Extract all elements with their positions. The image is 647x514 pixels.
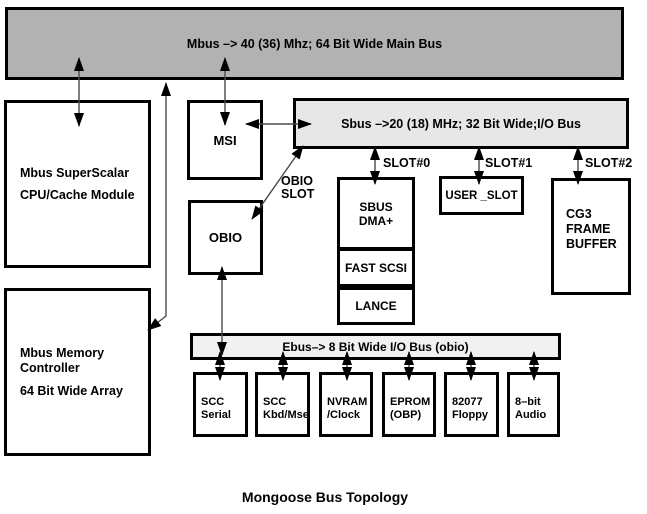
cpu-cache-module-box [4,100,151,268]
mbus-bus-label: Mbus –> 40 (36) Mhz; 64 Bit Wide Main Bus [186,36,443,51]
cpu-label-line1: Mbus SuperScalar [20,166,130,180]
sbus-bus-label: Sbus –>20 (18) MHz; 32 Bit Wide;I/O Bus [341,116,581,131]
ebus-bus-bar [190,333,561,360]
slot0-label: SLOT#0 [383,156,431,170]
obio-slot-label: OBIO SLOT [281,174,315,201]
msi-box [187,100,263,180]
scc-serial-box: SCC Serial [193,372,248,437]
cpu-label-line2: CPU/Cache Module [20,188,135,202]
memory-controller-box [4,288,151,456]
fast-scsi-box: FAST SCSI [337,248,415,287]
eprom-obp-box: EPROM (OBP) [382,372,436,437]
sbus-bus-bar [293,98,629,149]
msi-label: MSI [213,132,237,148]
memory-label-line2: Controller [20,360,80,375]
mbus-main-bus-bar [5,7,624,80]
scc-kbd-mse-box: SCC Kbd/Mse [255,372,310,437]
obio-label: OBIO [208,230,243,245]
obio-box [188,200,263,275]
memory-label-line3: 64 Bit Wide Array [20,383,123,398]
slot1-label: SLOT#1 [485,156,533,170]
diagram-title: Mongoose Bus Topology [241,489,409,505]
sbus-dma-box: SBUS DMA+ [337,177,415,250]
memory-label-line1: Mbus Memory [20,345,105,360]
floppy-82077-box: 82077 Floppy [444,372,499,437]
cg3-frame-buffer-box: CG3 FRAME BUFFER [551,178,631,295]
ebus-bus-label: Ebus–> 8 Bit Wide I/O Bus (obio) [282,339,469,354]
slot2-label: SLOT#2 [585,156,633,170]
audio-8bit-box: 8–bit Audio [507,372,560,437]
lance-box: LANCE [337,287,415,325]
user-slot-box: USER _SLOT [439,176,524,215]
nvram-clock-box: NVRAM /Clock [319,372,373,437]
